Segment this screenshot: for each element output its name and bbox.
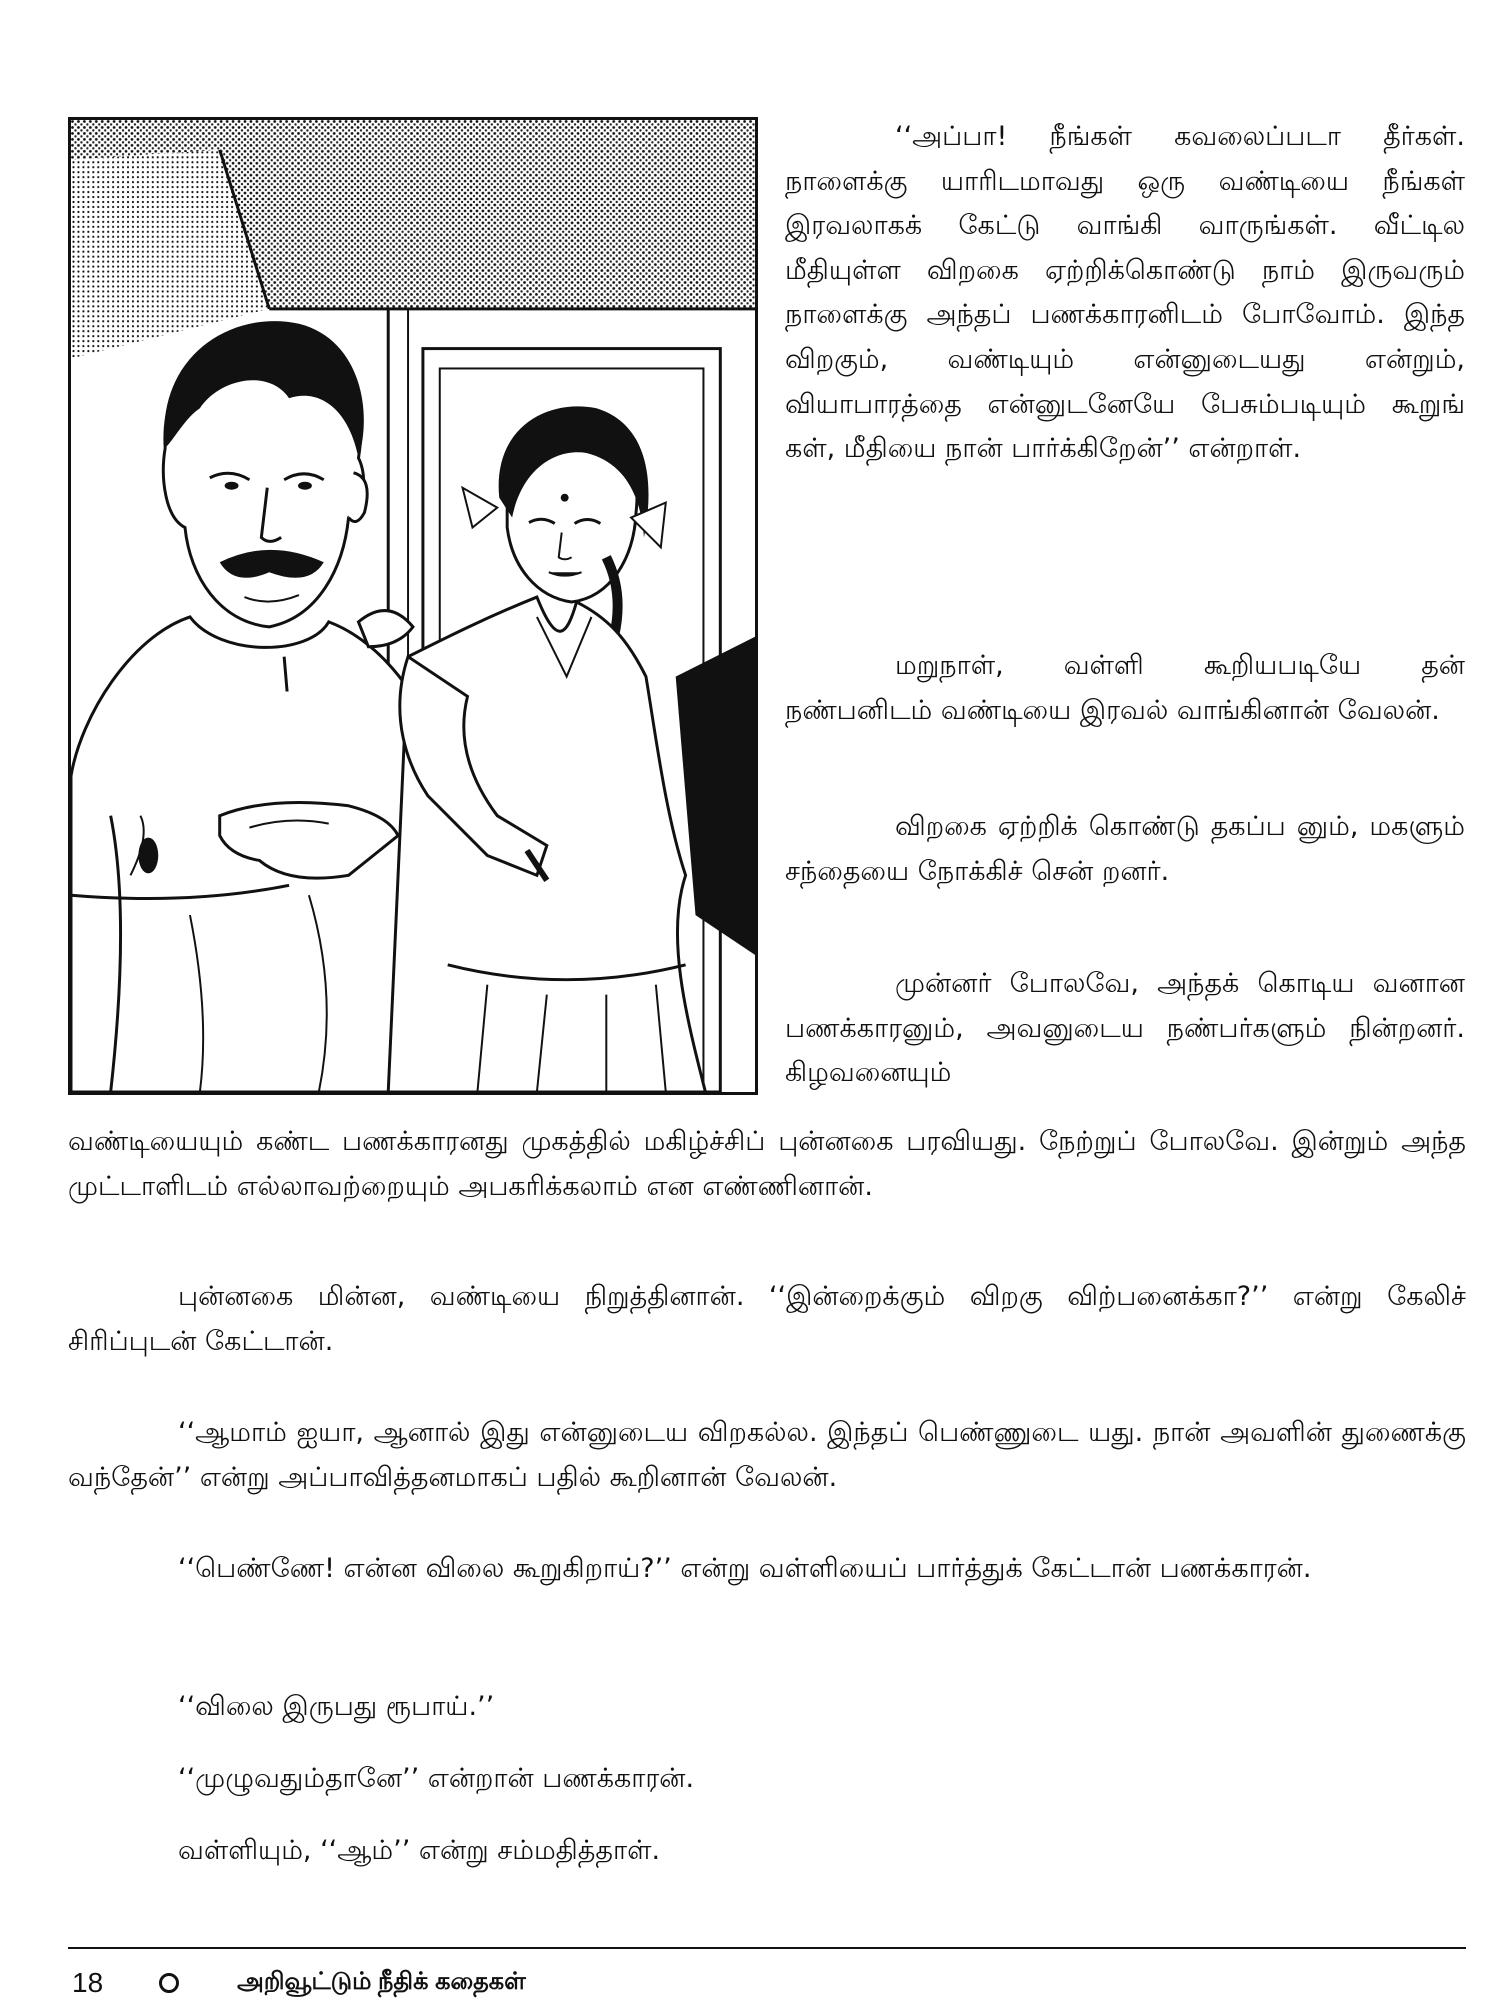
paragraph-2: மறுநாள், வள்ளி கூறியபடியே தன் நண்பனிடம் வண்டியை இரவல் வாங்கினான் வேலன். — [785, 650, 1465, 726]
paragraph-6: ‘‘ஆமாம் ஐயா, ஆனால் இது என்னுடைய விறகல்ல. இந்தப் பெண்ணுடை யது. நான் அவளின் துணைக்கு வந்தேன்’’ என்று அப்பாவித்தனமாகப் பதில் கூறினான் வேலன். — [68, 1417, 1466, 1493]
paragraph-5: புன்னகை மின்ன, வண்டியை நிறுத்தினான். ‘‘இன்றைக்கும் விறகு விற்பனைக்கா?’’ என்று கேலிச் சிரிப்புடன் கேட்டான். — [68, 1281, 1466, 1357]
paragraph-1: ‘‘அப்பா! நீங்கள் கவலைப்படா தீர்கள். நாளைக்கு யாரிடமாவது ஒரு வண்டியை நீங்கள் இரவலாகக் கேட்டு வாங்கி வாருங்கள். வீட்டில மீதியுள்ள விறகை ஏற்றிக்கொண்டு நாம் இருவரும் நாளைக்கு அந்தப் பணக்காரனிடம் போவோம். இந்த விறகும், வண்டியும் என்னுடையது என்றும், வியாபாரத்தை என்னுடனேயே பேசும்படியும் கூறுங் கள், மீதியை நான் பார்க்கிறேன்’’ என்றாள். — [785, 121, 1465, 465]
paragraph-8: ‘‘விலை இருபது ரூபாய்.’’ — [178, 1691, 495, 1722]
book-title: அறிவூட்டும் நீதிக் கதைகள் — [237, 1968, 526, 1995]
father-daughter-illustration-icon — [71, 120, 755, 1092]
paragraph-9: ‘‘முழுவதும்தானே’’ என்றான் பணக்காரன். — [178, 1763, 695, 1794]
paragraph-4-part-2: வண்டியையும் கண்ட பணக்காரனது முகத்தில் மகிழ்ச்சிப் புன்னகை பரவியது. நேற்றுப் போலவே. இன்றும் அந்த முட்டாளிடம் எல்லாவற்றையும் அபகரிக்கலாம் என எண்ணினான். — [68, 1126, 1466, 1202]
page-footer — [72, 1966, 526, 2000]
story-illustration — [68, 117, 758, 1095]
paragraph-7: ‘‘பெண்ணே! என்ன விலை கூறுகிறாய்?’’ என்று வள்ளியைப் பார்த்துக் கேட்டான் பணக்காரன். — [178, 1553, 1312, 1584]
circle-bullet-icon — [159, 1973, 179, 1993]
paragraph-10: வள்ளியும், ‘‘ஆம்’’ என்று சம்மதித்தாள். — [178, 1835, 661, 1866]
footer-divider — [68, 1947, 1466, 1949]
page-number: 18 — [72, 1967, 104, 1998]
paragraph-4-part-1: முன்னர் போலவே, அந்தக் கொடிய வனான பணக்காரனும், அவனுடைய நண்பர்களும் நின்றனர். கிழவனையும் — [785, 968, 1465, 1089]
paragraph-3: விறகை ஏற்றிக் கொண்டு தகப்ப னும், மகளும் சந்தையை நோக்கிச் சென் றனர். — [785, 811, 1465, 887]
